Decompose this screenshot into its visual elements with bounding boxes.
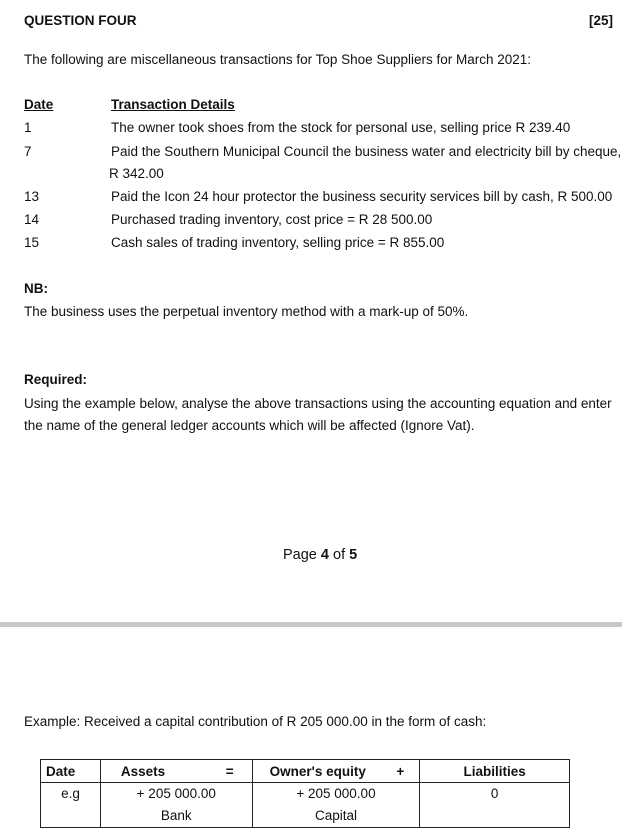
transaction-date: 15 bbox=[24, 235, 40, 250]
transaction-details: Purchased trading inventory, cost price = R 28 500.00 bbox=[111, 212, 433, 227]
owners-equity-header: Owner's equity + bbox=[252, 760, 420, 783]
intro-text: The following are miscellaneous transactions for Top Shoe Suppliers for March 2021: bbox=[24, 52, 532, 67]
assets-amount: + 205 000.00 bbox=[100, 783, 252, 805]
question-marks: [25] bbox=[588, 13, 613, 28]
nb-label: NB: bbox=[24, 281, 48, 296]
table-row bbox=[41, 804, 570, 828]
transaction-date: 14 bbox=[24, 212, 40, 227]
transaction-details: The owner took shoes from the stock for personal use, selling price R 239.40 bbox=[111, 120, 571, 135]
equity-amount: + 205 000.00 bbox=[252, 783, 420, 805]
page-separator bbox=[0, 622, 622, 627]
transaction-details: Cash sales of trading inventory, selling price = R 855.00 bbox=[111, 235, 445, 250]
transaction-date: 13 bbox=[24, 189, 40, 204]
transaction-details-continued: R 342.00 bbox=[109, 166, 164, 181]
transaction-details: Paid the Southern Municipal Council the business water and electricity bill by cheque, bbox=[111, 144, 622, 159]
transaction-details: Paid the Icon 24 hour protector the business security services bill by cash, R 500.00 bbox=[111, 189, 613, 204]
assets-account: Bank bbox=[100, 804, 252, 828]
required-text-line1: Using the example below, analyse the above transactions using the accounting equation and enter bbox=[24, 396, 612, 411]
transaction-date: 1 bbox=[24, 120, 32, 135]
page-number: Page 4 of 5 bbox=[283, 547, 358, 563]
example-caption: Example: Received a capital contribution of R 205 000.00 in the form of cash: bbox=[24, 714, 487, 729]
question-title: QUESTION FOUR bbox=[24, 13, 137, 28]
nb-text: The business uses the perpetual inventory method with a mark-up of 50%. bbox=[24, 304, 469, 319]
assets-header: Assets = bbox=[100, 760, 252, 783]
date-header: Date bbox=[41, 760, 101, 783]
table-row bbox=[41, 783, 570, 805]
details-column-header: Transaction Details bbox=[111, 97, 235, 112]
required-label: Required: bbox=[24, 372, 88, 387]
table-header-row bbox=[41, 760, 570, 783]
example-date: e.g bbox=[41, 783, 101, 805]
example-table bbox=[40, 759, 570, 828]
liabilities-amount: 0 bbox=[420, 783, 570, 805]
equity-account: Capital bbox=[252, 804, 420, 828]
date-column-header: Date bbox=[24, 97, 54, 112]
transaction-date: 7 bbox=[24, 144, 32, 159]
required-text-line2: the name of the general ledger accounts which will be affected (Ignore Vat). bbox=[24, 418, 475, 433]
liabilities-header: Liabilities bbox=[420, 760, 570, 783]
